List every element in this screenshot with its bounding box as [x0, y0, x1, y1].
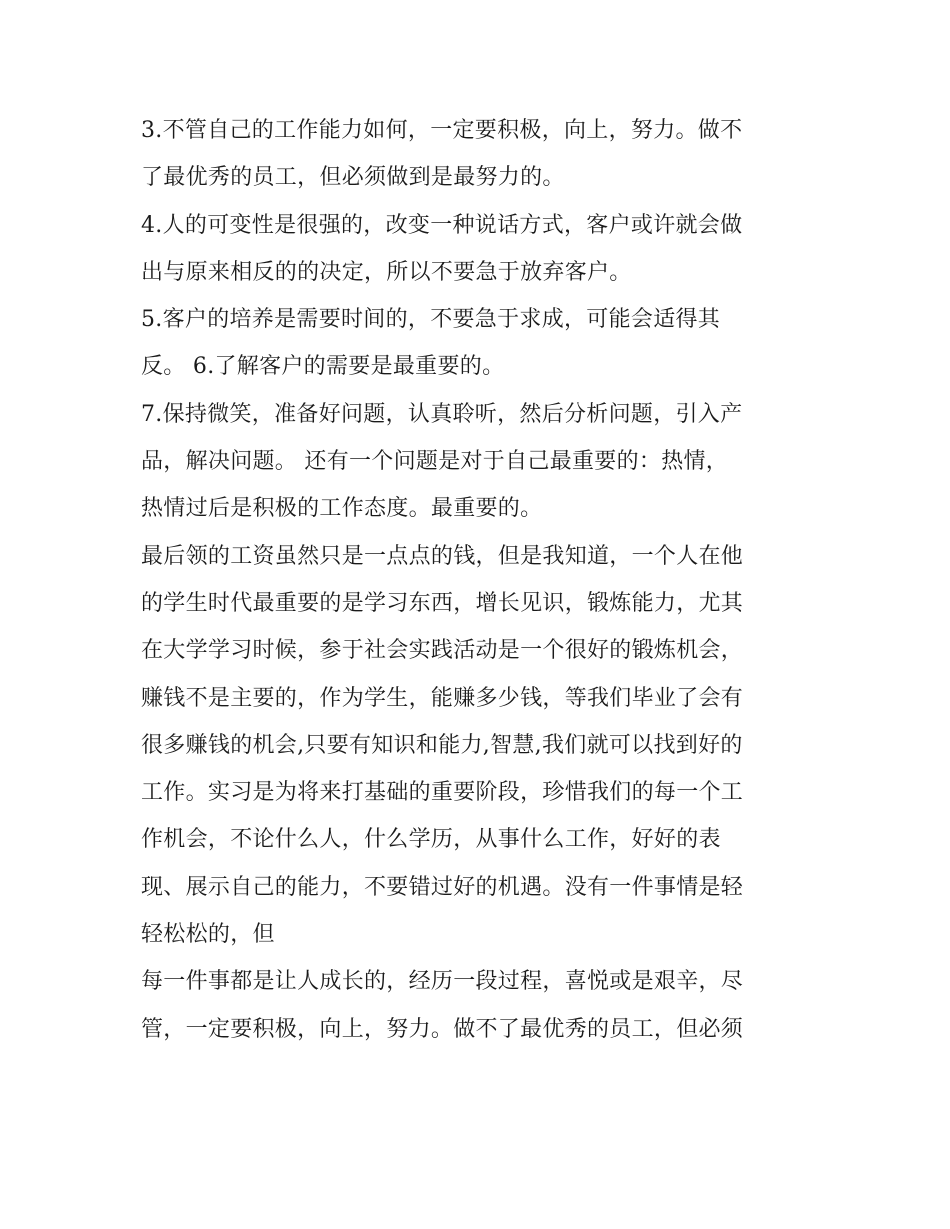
- text-line: 作机会，不论什么人，什么学历，从事什么工作，好好的表: [141, 827, 721, 853]
- text-line: 现、展示自己的能力，不要错过好的机遇。没有一件事情是轻: [141, 874, 744, 900]
- text-line: 最后领的工资虽然只是一点点的钱，但是我知道，一个人在他: [141, 543, 744, 569]
- text-line: 5.客户的培养是需要时间的，不要急于求成，可能会适得其: [141, 307, 721, 333]
- text-line: 工作。实习是为将来打基础的重要阶段，珍惜我们的每一个工: [141, 780, 744, 806]
- text-line: 赚钱不是主要的，作为学生，能赚多少钱，等我们毕业了会有: [141, 685, 744, 711]
- text-line: 出与原来相反的的决定，所以不要急于放弃客户。: [141, 259, 632, 285]
- text-line: 每一件事都是让人成长的，经历一段过程，喜悦或是艰辛，尽: [141, 969, 744, 995]
- body-text: [141, 107, 821, 1053]
- text-line: 轻松松的，但: [141, 922, 275, 948]
- text-line: 在大学学习时候，参于社会实践活动是一个很好的锻炼机会，: [141, 638, 744, 664]
- text-line: 3.不管自己的工作能力如何，一定要积极，向上，努力。做不: [141, 118, 743, 143]
- text-line: 反。 6.了解客户的需要是最重要的。: [141, 354, 505, 380]
- text-line: 很多赚钱的机会,只要有知识和能力,智慧,我们就可以找到好的: [141, 732, 743, 758]
- text-line: 4.人的可变性是很强的，改变一种说话方式，客户或许就会做: [141, 212, 743, 238]
- text-line: 品，解决问题。 还有一个问题是对于自己最重要的：热情，: [141, 449, 729, 475]
- text-line: 管，一定要积极，向上，努力。做不了最优秀的员工，但必须: [141, 1016, 744, 1042]
- text-line: 了最优秀的员工，但必须做到是最努力的。: [141, 165, 565, 191]
- text-line: 7.保持微笑，准备好问题，认真聆听，然后分析问题，引入产: [141, 401, 743, 427]
- text-line: 的学生时代最重要的是学习东西，增长见识，锻炼能力，尤其: [141, 590, 744, 616]
- text-line: 热情过后是积极的工作态度。最重要的。: [141, 496, 543, 522]
